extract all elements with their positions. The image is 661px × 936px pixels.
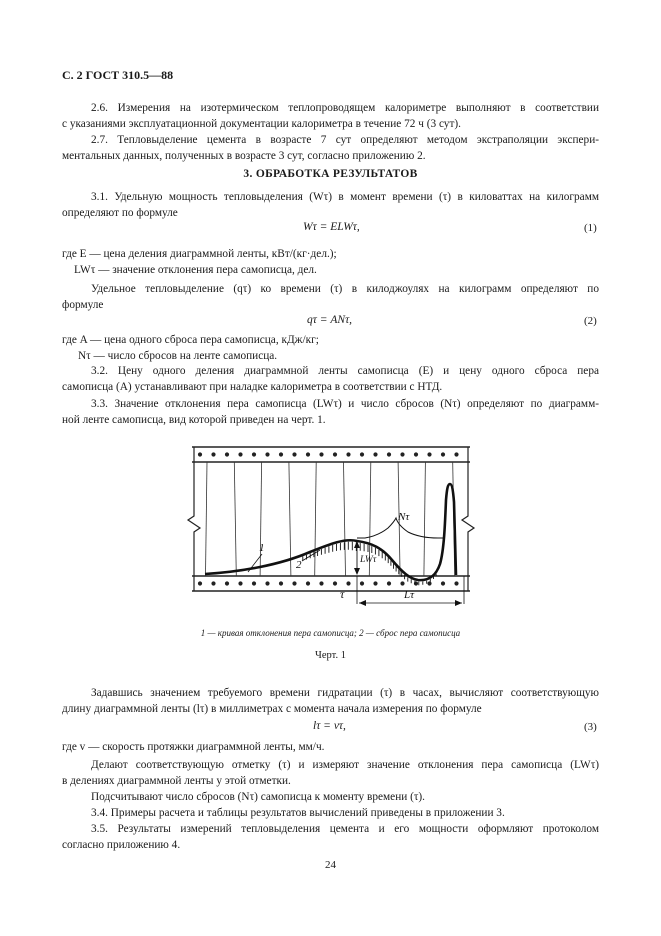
sprocket-hole [400,452,404,456]
paragraph-heat-line1: Удельное тепловыделение (qτ) ко времени (τ) в килоджоулях на килограмм определяют по [91,283,599,295]
label-n-tau: Nτ [398,511,410,523]
time-division-line [206,462,208,576]
paragraph-mark-line1: Делают соответствующую отметку (τ) и измеряют значение отклонения пера самописца (LWτ) [91,759,599,771]
paragraph-length-line2: длину диаграммной ленты (lτ) в миллиметрах с момента начала измерения по формуле [62,703,482,715]
sprocket-hole [360,452,364,456]
paragraph-2-7-line2: ментальных данных, полученных в возрасте 3 сут, согласно приложению 2. [62,150,426,162]
sprocket-hole [292,581,296,585]
paragraph-2-6-line2: с указаниями эксплуатационной документации калориметра в течение 72 ч (3 сут). [62,118,461,130]
sprocket-hole [198,452,202,456]
equation-3: lτ = vτ, [313,720,346,732]
sprocket-hole [387,581,391,585]
paragraph-3-5-line2: согласно приложению 4. [62,839,181,851]
label-l-w-tau: LWτ [360,555,377,565]
sprocket-hole [306,581,310,585]
time-division-line [344,462,346,576]
equation-1: Wτ = ELWτ, [303,221,360,233]
sprocket-hole [225,452,229,456]
sprocket-hole [454,452,458,456]
figure-caption: 1 — кривая отклонения пера самописца; 2 — сброс пера самописца [200,628,461,638]
sprocket-hole [279,581,283,585]
equation-1-number: (1) [584,222,597,234]
where-1-line2: LWτ — значение отклонения пера самописца, дел. [74,264,317,276]
sprocket-hole [373,581,377,585]
figure-recorder-tape [0,440,661,640]
sprocket-hole [333,452,337,456]
time-division-line [234,462,236,576]
paragraph-3-3-line1: 3.3. Значение отклонения пера самописца (LWτ) и число сбросов (Nτ) определяют по диаграмм- [91,398,599,410]
sprocket-hole [265,452,269,456]
page-number: 24 [325,859,336,871]
equation-3-number: (3) [584,721,597,733]
sprocket-hole [238,581,242,585]
sprocket-holes [198,452,459,585]
figure-title: Черт. 1 [315,650,346,661]
paragraph-length-line1: Задавшись значением требуемого времени гидратации (τ) в часах, вычисляют соответствующую [91,687,599,699]
length-arrowhead-left [359,600,366,606]
tape-break-left [188,447,200,591]
time-division-lines [206,462,455,576]
paragraph-mark-line2: в делениях диаграммной ленты у этой отметки. [62,775,291,787]
equation-2-number: (2) [584,315,597,327]
sprocket-hole [454,581,458,585]
sprocket-hole [306,452,310,456]
sprocket-hole [346,452,350,456]
sprocket-hole [441,581,445,585]
paragraph-3-1-line1: 3.1. Удельную мощность тепловыделения (Wτ) в момент времени (τ) в киловаттах на килограмм [91,191,599,203]
sprocket-hole [414,452,418,456]
sprocket-hole [292,452,296,456]
paragraph-3-3-line2: ной ленте самописца, вид которой приведен на черт. 1. [62,414,326,426]
label-tau: τ [340,587,345,601]
time-division-line [424,462,426,576]
pen-deflection-curve [205,484,456,580]
sprocket-hole [319,581,323,585]
where-2-line1: где A — цена одного сброса пера самописца, кДж/кг; [62,334,319,346]
where-2-line2: Nτ — число сбросов на ленте самописца. [78,350,278,362]
page-header: С. 2 ГОСТ 310.5—88 [62,68,174,82]
paragraph-3-5-line1: 3.5. Результаты измерений тепловыделения цемента и его мощности оформляют протоколом [91,823,599,835]
sprocket-hole [427,581,431,585]
sprocket-hole [373,452,377,456]
paragraph-3-2-line2: самописца (A) устанавливают при наладке калориметра в соответствии с НТД. [62,381,443,393]
sprocket-hole [441,452,445,456]
paragraph-2-6-line1: 2.6. Измерения на изотермическом теплопроводящем калориметре выполняют в соответствии [91,102,599,114]
tape-break-right [462,447,474,591]
tape-frame [188,447,474,591]
sprocket-hole [211,581,215,585]
where-1-line1: где E — цена деления диаграммной ленты, кВт/(кг·дел.); [62,248,337,260]
section-title: 3. ОБРАБОТКА РЕЗУЛЬТАТОВ [243,168,418,180]
sprocket-hole [279,452,283,456]
time-division-line [315,462,317,576]
length-arrowhead-right [455,600,462,606]
sprocket-hole [333,581,337,585]
sprocket-hole [400,581,404,585]
sprocket-hole [238,452,242,456]
paragraph-count: Подсчитывают число сбросов (Nτ) самописца к моменту времени (τ). [91,791,425,803]
sprocket-hole [225,581,229,585]
label-reset-2: 2 [296,559,302,571]
where-3: где v — скорость протяжки диаграммной ленты, мм/ч. [62,741,325,753]
sprocket-hole [198,581,202,585]
label-curve-1: 1 [259,542,265,554]
paragraph-3-4: 3.4. Примеры расчета и таблицы результатов вычислений приведены в приложении 3. [91,807,505,819]
paragraph-heat-line2: формуле [62,299,104,311]
equation-2: qτ = ANτ, [307,314,353,326]
paragraph-3-2-line1: 3.2. Цену одного деления диаграммной ленты самописца (E) и цену одного сброса пера [91,365,599,377]
sprocket-hole [346,581,350,585]
sprocket-hole [319,452,323,456]
paragraph-3-1-line2: определяют по формуле [62,207,178,219]
label-l-tau: Lτ [404,589,415,601]
paragraph-2-7-line1: 2.7. Тепловыделение цемента в возрасте 7 сут определяют методом экстраполяции экспери- [91,134,599,146]
sprocket-hole [252,452,256,456]
sprocket-hole [387,452,391,456]
deflection-arrowhead-down [354,568,360,575]
time-division-line [260,462,262,576]
sprocket-hole [211,452,215,456]
sprocket-hole [265,581,269,585]
sprocket-hole [427,452,431,456]
sprocket-hole [252,581,256,585]
sprocket-hole [360,581,364,585]
